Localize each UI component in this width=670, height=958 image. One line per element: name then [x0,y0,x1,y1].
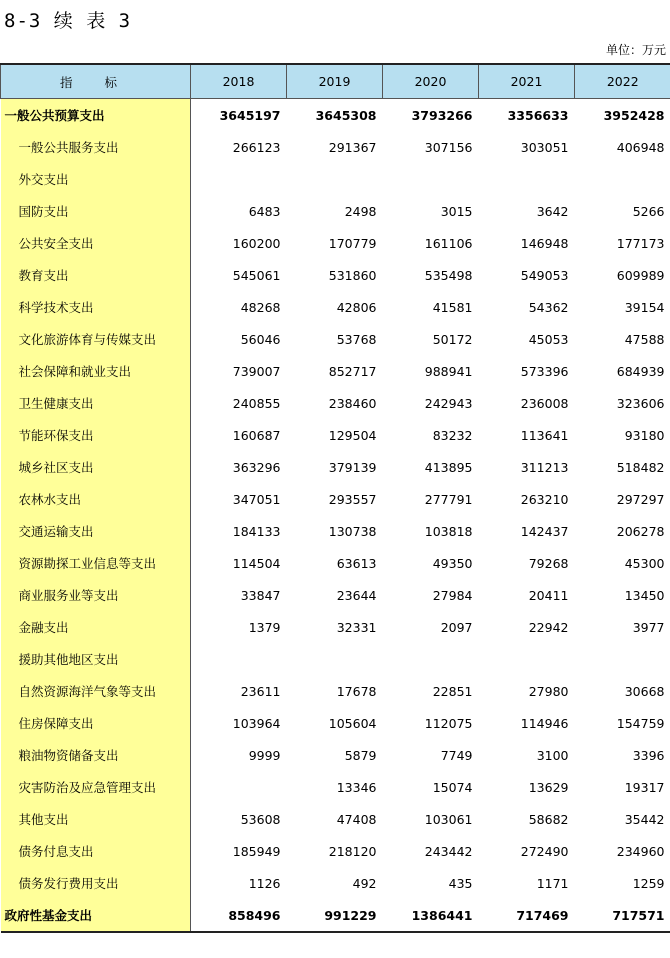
value-cell: 3356633 [507,107,569,123]
value-cell: 535498 [424,267,473,283]
row-label: 卫生健康支出 [1,387,191,419]
header-year: 2019 [287,64,383,99]
row-label: 援助其他地区支出 [1,643,191,675]
row-label: 资源勘探工业信息等支出 [1,547,191,579]
row-label: 债务付息支出 [1,835,191,867]
table-row [1,259,670,291]
table-row [1,739,670,771]
value-cell: 129504 [328,427,377,443]
value-cell: 573396 [520,363,569,379]
value-cell: 739007 [232,363,281,379]
value-cell: 988941 [424,363,473,379]
value-cell: 852717 [328,363,377,379]
table-row [1,227,670,259]
row-label: 商业服务业等支出 [1,579,191,611]
row-label: 城乡社区支出 [1,451,191,483]
value-cell: 717469 [479,899,575,932]
value-cell: 41581 [432,299,473,315]
table-row [1,803,670,835]
header-year: 2022 [575,64,670,99]
row-label: 国防支出 [1,195,191,227]
value-cell [191,643,287,675]
table-body [1,99,670,933]
value-cell: 5266 [632,203,665,219]
value-cell [383,643,479,675]
value-cell: 27980 [528,683,569,699]
value-cell: 20411 [528,587,569,603]
value-cell: 17678 [336,683,377,699]
value-cell: 49350 [432,555,473,571]
value-cell: 717571 [575,899,670,932]
value-cell: 32331 [336,619,377,635]
table-header [1,64,670,99]
value-cell: 103818 [424,523,473,539]
value-cell [575,643,670,675]
value-cell: 277791 [424,491,473,507]
value-cell [479,163,575,195]
value-cell: 218120 [328,843,377,859]
value-cell: 1259 [632,875,665,891]
value-cell: 272490 [520,843,569,859]
value-cell: 413895 [424,459,473,475]
table-row [1,419,670,451]
value-cell: 103061 [424,811,473,827]
value-cell: 63613 [336,555,377,571]
value-cell: 48268 [240,299,281,315]
value-cell [383,163,479,195]
value-cell: 307156 [424,139,473,155]
table-row [1,675,670,707]
unit-label: 单位：万元 [605,43,666,57]
value-cell: 146948 [520,235,569,251]
table-row [1,515,670,547]
table-row [1,483,670,515]
value-cell: 112075 [424,715,473,731]
value-cell: 238460 [328,395,377,411]
value-cell: 19317 [624,779,665,795]
value-cell: 242943 [424,395,473,411]
value-cell: 13629 [528,779,569,795]
value-cell: 3977 [632,619,665,635]
table-row [1,355,670,387]
table-row [1,195,670,227]
row-label: 自然资源海洋气象等支出 [1,675,191,707]
value-cell [287,163,383,195]
row-label: 教育支出 [1,259,191,291]
header-year: 2018 [191,64,287,99]
table-row [1,323,670,355]
value-cell: 3642 [536,203,569,219]
data-table [0,63,670,933]
value-cell: 160200 [232,235,281,251]
table-row [1,131,670,163]
value-cell: 311213 [520,459,569,475]
table-row [1,611,670,643]
value-cell: 47408 [336,811,377,827]
value-cell: 53608 [240,811,281,827]
value-cell: 1171 [536,875,569,891]
value-cell: 113641 [520,427,569,443]
value-cell: 5879 [344,747,377,763]
row-label: 金融支出 [1,611,191,643]
row-label: 公共安全支出 [1,227,191,259]
value-cell: 13450 [624,587,665,603]
value-cell [191,771,287,803]
row-label: 外交支出 [1,163,191,195]
value-cell: 6483 [248,203,281,219]
row-label: 一般公共服务支出 [1,131,191,163]
value-cell: 58682 [528,811,569,827]
row-label: 农林水支出 [1,483,191,515]
value-cell: 347051 [232,491,281,507]
value-cell: 105604 [328,715,377,731]
value-cell: 234960 [616,843,665,859]
table-row [1,867,670,899]
value-cell: 56046 [240,331,281,347]
value-cell: 184133 [232,523,281,539]
value-cell: 363296 [232,459,281,475]
value-cell: 858496 [191,899,287,932]
value-cell: 243442 [424,843,473,859]
value-cell: 22942 [528,619,569,635]
value-cell: 3015 [440,203,473,219]
value-cell: 435 [448,875,473,891]
value-cell: 22851 [432,683,473,699]
value-cell: 160687 [232,427,281,443]
value-cell: 103964 [232,715,281,731]
value-cell: 114946 [520,715,569,731]
table-row [1,451,670,483]
row-label: 交通运输支出 [1,515,191,547]
value-cell: 236008 [520,395,569,411]
row-label: 文化旅游体育与传媒支出 [1,323,191,355]
row-label: 政府性基金支出 [1,899,191,932]
table-row [1,643,670,675]
value-cell [191,163,287,195]
value-cell: 3952428 [603,107,665,123]
value-cell [479,643,575,675]
value-cell: 7749 [440,747,473,763]
value-cell: 50172 [432,331,473,347]
table-row [1,163,670,195]
value-cell: 3396 [632,747,665,763]
value-cell: 161106 [424,235,473,251]
value-cell: 545061 [232,267,281,283]
table-row [1,579,670,611]
value-cell: 1386441 [383,899,479,932]
value-cell: 531860 [328,267,377,283]
value-cell: 492 [352,875,377,891]
value-cell: 240855 [232,395,281,411]
table-row [1,835,670,867]
value-cell [575,163,670,195]
value-cell: 2097 [440,619,473,635]
table-row [1,99,670,132]
value-cell: 170779 [328,235,377,251]
value-cell: 1379 [248,619,281,635]
value-cell: 53768 [336,331,377,347]
value-cell: 114504 [232,555,281,571]
value-cell: 35442 [624,811,665,827]
value-cell: 1126 [248,875,281,891]
value-cell: 266123 [232,139,281,155]
table-row [1,387,670,419]
value-cell: 991229 [287,899,383,932]
header-row [1,64,670,99]
value-cell: 13346 [336,779,377,795]
value-cell: 297297 [616,491,665,507]
value-cell: 23611 [240,683,281,699]
table-row [1,899,670,932]
row-label: 住房保障支出 [1,707,191,739]
row-label: 一般公共预算支出 [1,99,191,132]
value-cell: 3100 [536,747,569,763]
value-cell: 549053 [520,267,569,283]
value-cell: 33847 [240,587,281,603]
value-cell: 291367 [328,139,377,155]
table-title: 8-3 续 表 3 [4,10,132,32]
value-cell: 54362 [528,299,569,315]
value-cell: 9999 [248,747,281,763]
value-cell: 293557 [328,491,377,507]
value-cell: 45300 [624,555,665,571]
value-cell: 684939 [616,363,665,379]
row-label: 灾害防治及应急管理支出 [1,771,191,803]
value-cell: 79268 [528,555,569,571]
row-label: 其他支出 [1,803,191,835]
table-row [1,291,670,323]
value-cell: 185949 [232,843,281,859]
header-year: 2021 [479,64,575,99]
header-year: 2020 [383,64,479,99]
value-cell [287,643,383,675]
value-cell: 15074 [432,779,473,795]
value-cell: 93180 [624,427,665,443]
value-cell: 2498 [344,203,377,219]
value-cell: 379139 [328,459,377,475]
value-cell: 142437 [520,523,569,539]
value-cell: 30668 [624,683,665,699]
value-cell: 47588 [624,331,665,347]
table-row [1,771,670,803]
value-cell: 83232 [432,427,473,443]
value-cell: 3645308 [315,107,377,123]
value-cell: 303051 [520,139,569,155]
row-label: 社会保障和就业支出 [1,355,191,387]
table-row [1,547,670,579]
row-label: 科学技术支出 [1,291,191,323]
value-cell: 609989 [616,267,665,283]
row-label: 节能环保支出 [1,419,191,451]
row-label: 粮油物资储备支出 [1,739,191,771]
value-cell: 518482 [616,459,665,475]
value-cell: 3793266 [411,107,473,123]
value-cell: 206278 [616,523,665,539]
value-cell: 39154 [624,299,665,315]
row-label: 债务发行费用支出 [1,867,191,899]
table-row [1,707,670,739]
value-cell: 177173 [616,235,665,251]
value-cell: 27984 [432,587,473,603]
value-cell: 323606 [616,395,665,411]
value-cell: 3645197 [219,107,281,123]
value-cell: 23644 [336,587,377,603]
value-cell: 406948 [616,139,665,155]
value-cell: 45053 [528,331,569,347]
value-cell: 263210 [520,491,569,507]
header-indicator: 指 标 [1,64,191,99]
value-cell: 130738 [328,523,377,539]
value-cell: 42806 [336,299,377,315]
value-cell: 154759 [616,715,665,731]
